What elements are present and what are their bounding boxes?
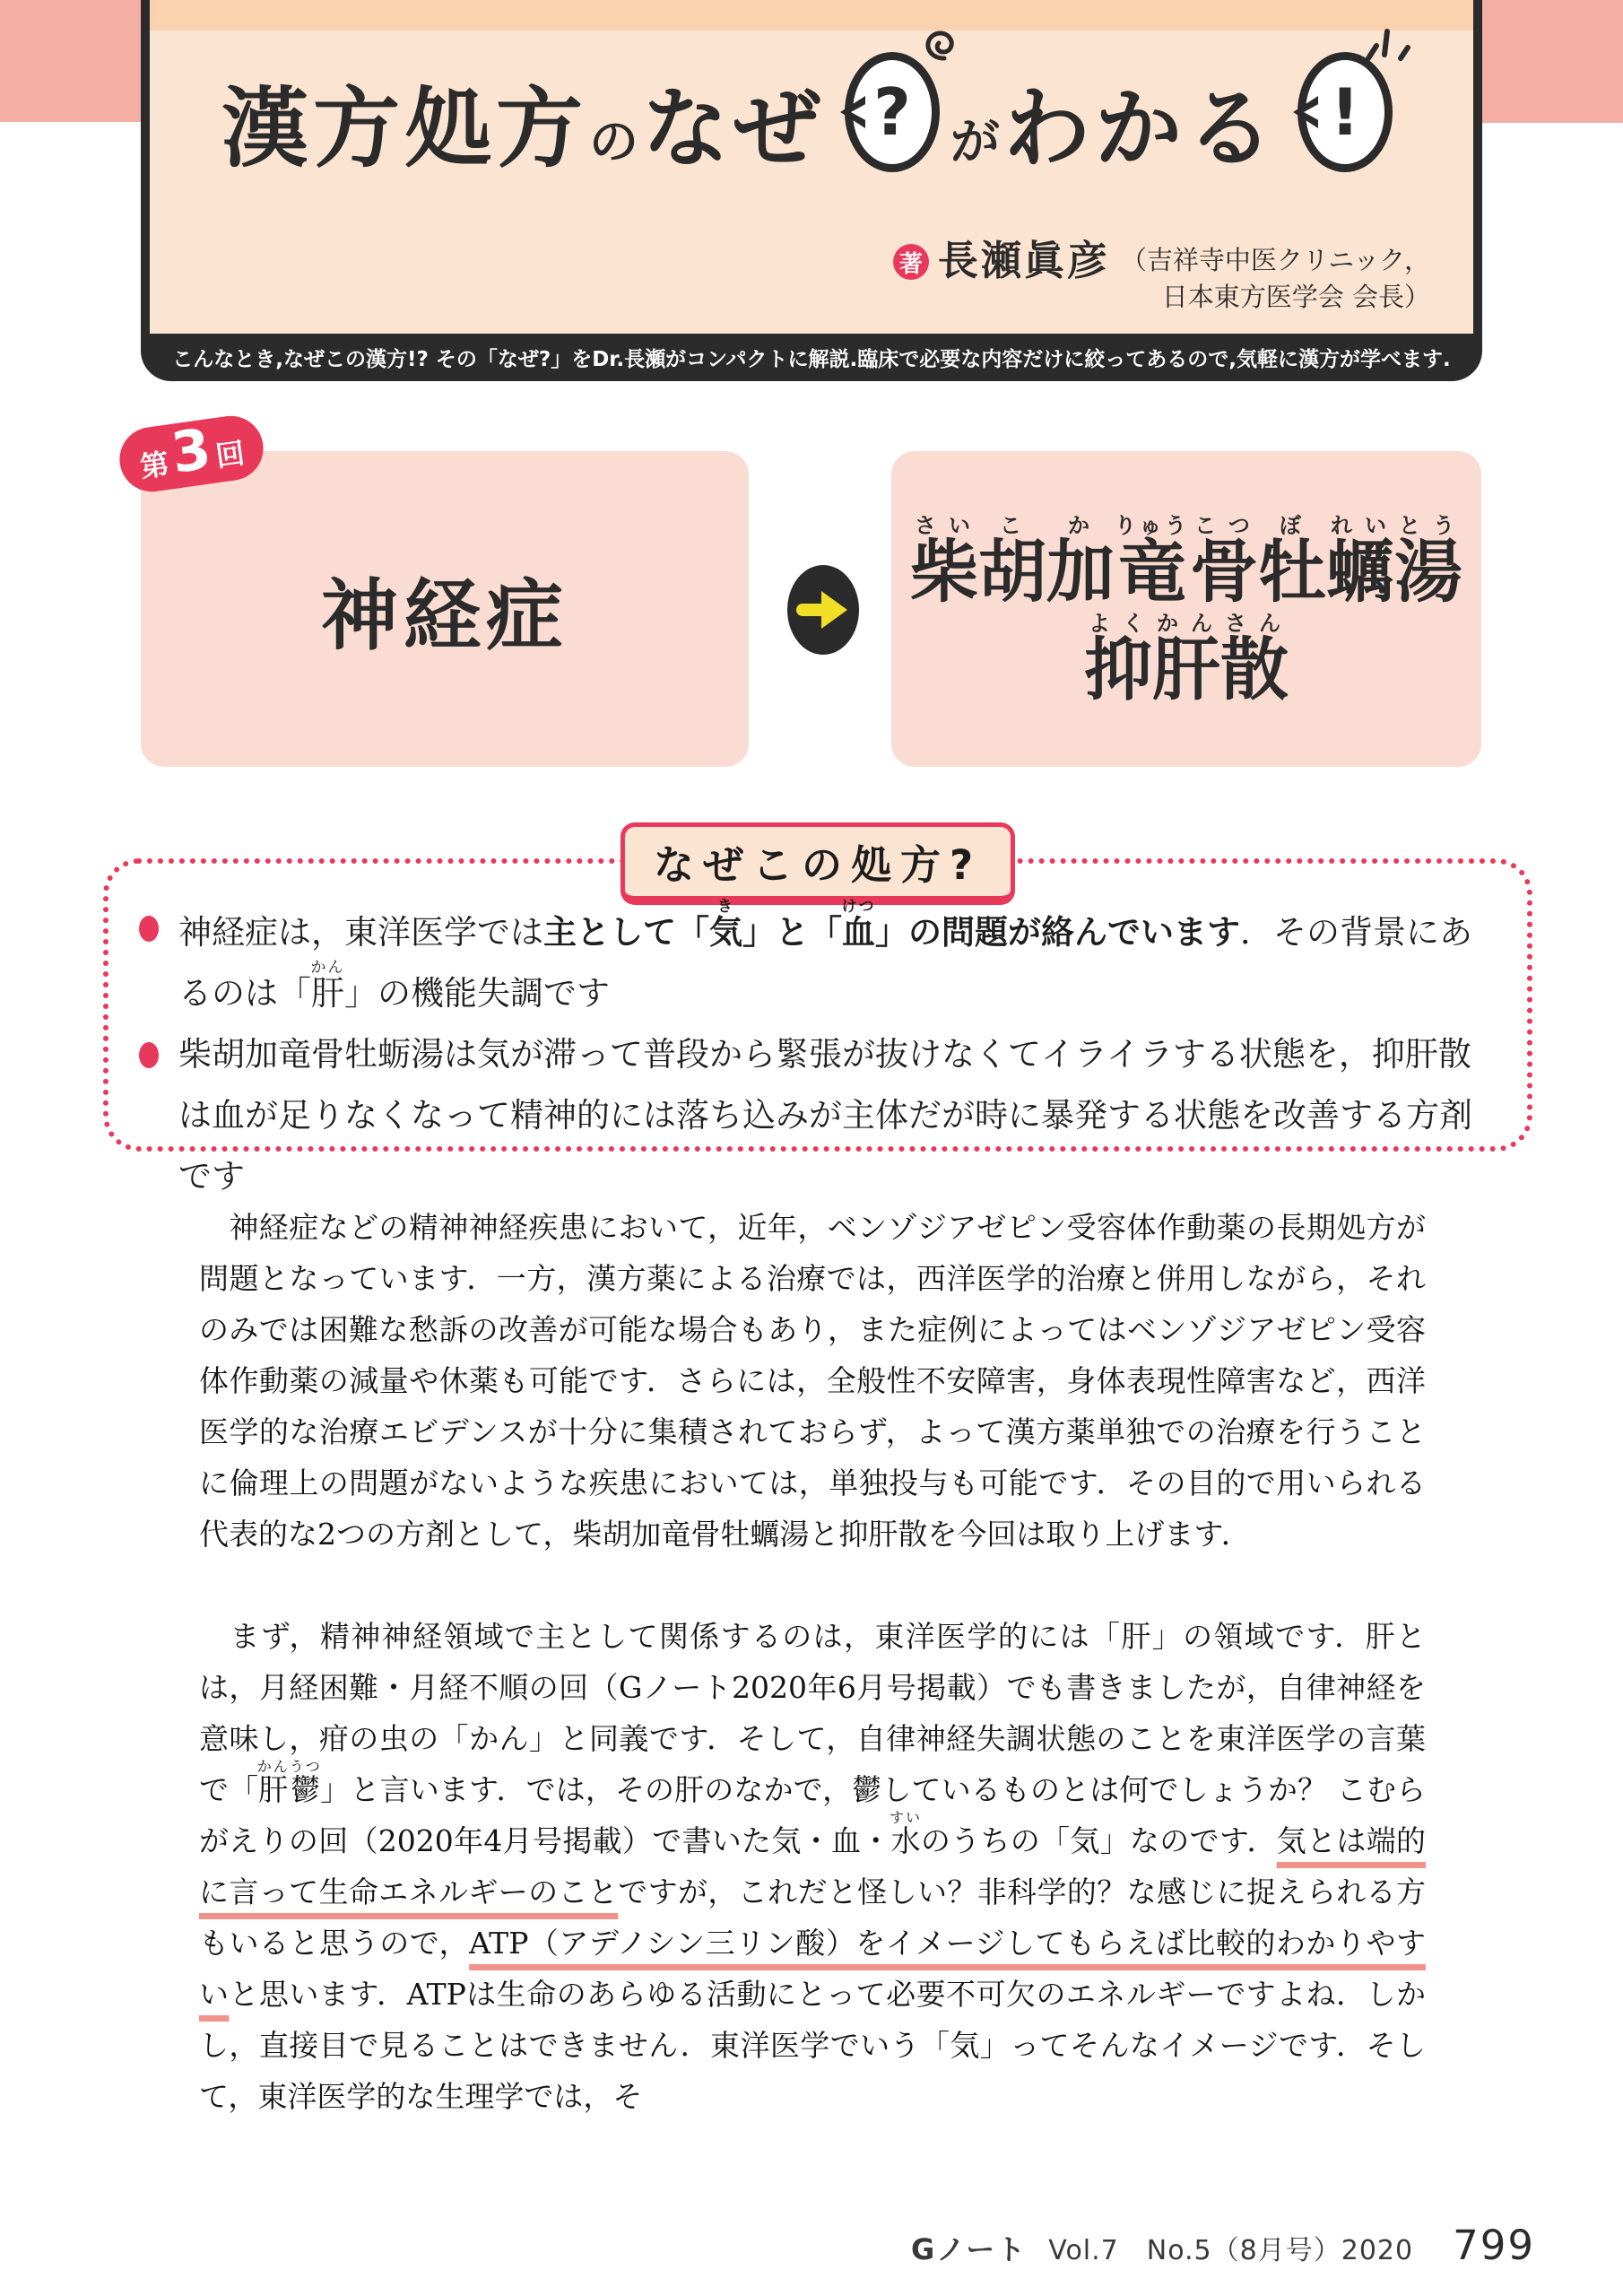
journal-issue — [911, 2227, 1413, 2268]
right-arrow-icon — [787, 565, 859, 655]
page-footer — [0, 2222, 1535, 2269]
affiliation-line-1: （吉祥寺中医クリニック， — [1120, 245, 1430, 275]
episode-number: 3 — [167, 415, 215, 486]
header-top-strip — [150, 0, 1473, 30]
episode-prefix: 第 — [137, 446, 171, 484]
condition-name: 神経症 — [321, 571, 568, 661]
article-body — [199, 1202, 1426, 2122]
author-label-badge: 著 — [893, 244, 929, 280]
journal-volume: Vol.7 No.5（8月号）2020 — [1048, 2235, 1414, 2266]
header-card — [141, 0, 1482, 381]
journal-name: Gノート — [910, 2232, 1028, 2266]
author-name: 長瀬眞彦 — [937, 237, 1110, 284]
why-bullet-2: 柴胡加竜骨牡蛎湯は気が滞って普段から緊張が抜けなくてイライラする状態を，抑肝散は血が足りなくなって精神的には落ち込みが主体だが時に暴発する状態を改善する方剤です — [108, 1024, 1486, 1207]
series-tagline: こんなとき,なぜこの漢方!? その「なぜ?」をDr.長瀬がコンパクトに解説.臨床で必要な内容だけに絞ってあるので,気軽に漢方が学べます. — [172, 348, 1451, 371]
question-bubble-icon — [845, 52, 940, 172]
formula-name-1: 柴さい胡こ加か竜りゅう骨こつ牡ぼ蠣れい湯とう — [910, 513, 1462, 613]
swirl-icon — [916, 21, 966, 71]
question-mark: ? — [873, 74, 911, 150]
title-particle: が — [950, 113, 1001, 170]
why-bullet-1: 神経症は，東洋医学では主として「気き」と「血けつ」の問題が絡んでいます．その背景にあるのは「肝かん」の機能失調です — [108, 898, 1486, 1024]
why-bullet-list — [108, 864, 1527, 1207]
formula-name-2: 抑よく肝かん散さん — [1084, 611, 1289, 709]
exclamation-mark: ! — [1330, 74, 1360, 150]
exclamation-bubble-icon — [1298, 52, 1393, 172]
body-paragraph-2: まず，精神神経領域で主として関係するのは，東洋医学的には「肝」の領域です．肝とは，月経困難・月経不順の回（Gノート2020年6月号掲載）でも書きましたが，自律神経を意味し，疳の虫の「かん」と同義です．そして，自律神経失調状態のことを東洋医学の言葉で「肝鬱かんうつ」と言います．では，その肝のなかで，鬱しているものとは何でしょうか？ こむらがえりの回（2020年4月号掲載）で書いた気・血・水すいのうちの「気」なのです．気とは端的に言って生命エネルギーのことですが，これだと怪しい？非科学的？な感じに捉えられる方もいると思うので，ATP（アデノシン三リン酸）をイメージしてもらえば比較的わかりやすいと思います．ATPは生命のあらゆる活動にとって必要不可欠のエネルギーですよね．しかし，直接目で見ることはできません．東洋医学でいう「気」ってそんなイメージです．そして，東洋医学的な生理学では，そ — [199, 1619, 1426, 2114]
body-paragraph-1: 神経症などの精神神経疾患において，近年，ベンゾジアゼピン受容体作動薬の長期処方が問題となっています．一方，漢方薬による治療では，西洋医学的治療と併用しながら，それのみでは困難な愁訴の改善が可能な場合もあり，また症例によってはベンゾジアゼピン受容体作動薬の減量や休薬も可能です．さらには，全般性不安障害，身体表現性障害など，西洋医学的な治療エビデンスが十分に集積されておらず，よって漢方薬単独での治療を行うことに倫理上の問題がないような疾患においては，単独投与も可能です．その目的で用いられる代表的な2つの方剤として，柴胡加竜骨牡蠣湯と抑肝散を今回は取り上げます． — [199, 1210, 1426, 1552]
corner-accent-right — [1482, 0, 1623, 123]
formula-box — [891, 451, 1481, 767]
page-number: 799 — [1453, 2222, 1535, 2269]
affiliation-line-2: 日本東方医学会 会長） — [1161, 282, 1430, 312]
header-background — [150, 0, 1473, 334]
author-credit — [893, 239, 1430, 316]
author-affiliation — [1121, 239, 1430, 316]
episode-suffix: 回 — [213, 435, 247, 474]
why-this-prescription-box — [103, 841, 1532, 1196]
title-part: わかる — [1003, 78, 1279, 179]
series-title — [150, 52, 1473, 179]
title-part: 漢方処方 — [221, 78, 587, 179]
title-particle: の — [588, 113, 638, 170]
corner-accent-left — [0, 0, 141, 122]
condition-box — [141, 451, 749, 767]
why-box-label: なぜこの処方? — [621, 822, 1015, 905]
sparkle-icon — [1359, 22, 1411, 64]
title-part: なぜ — [642, 78, 825, 179]
